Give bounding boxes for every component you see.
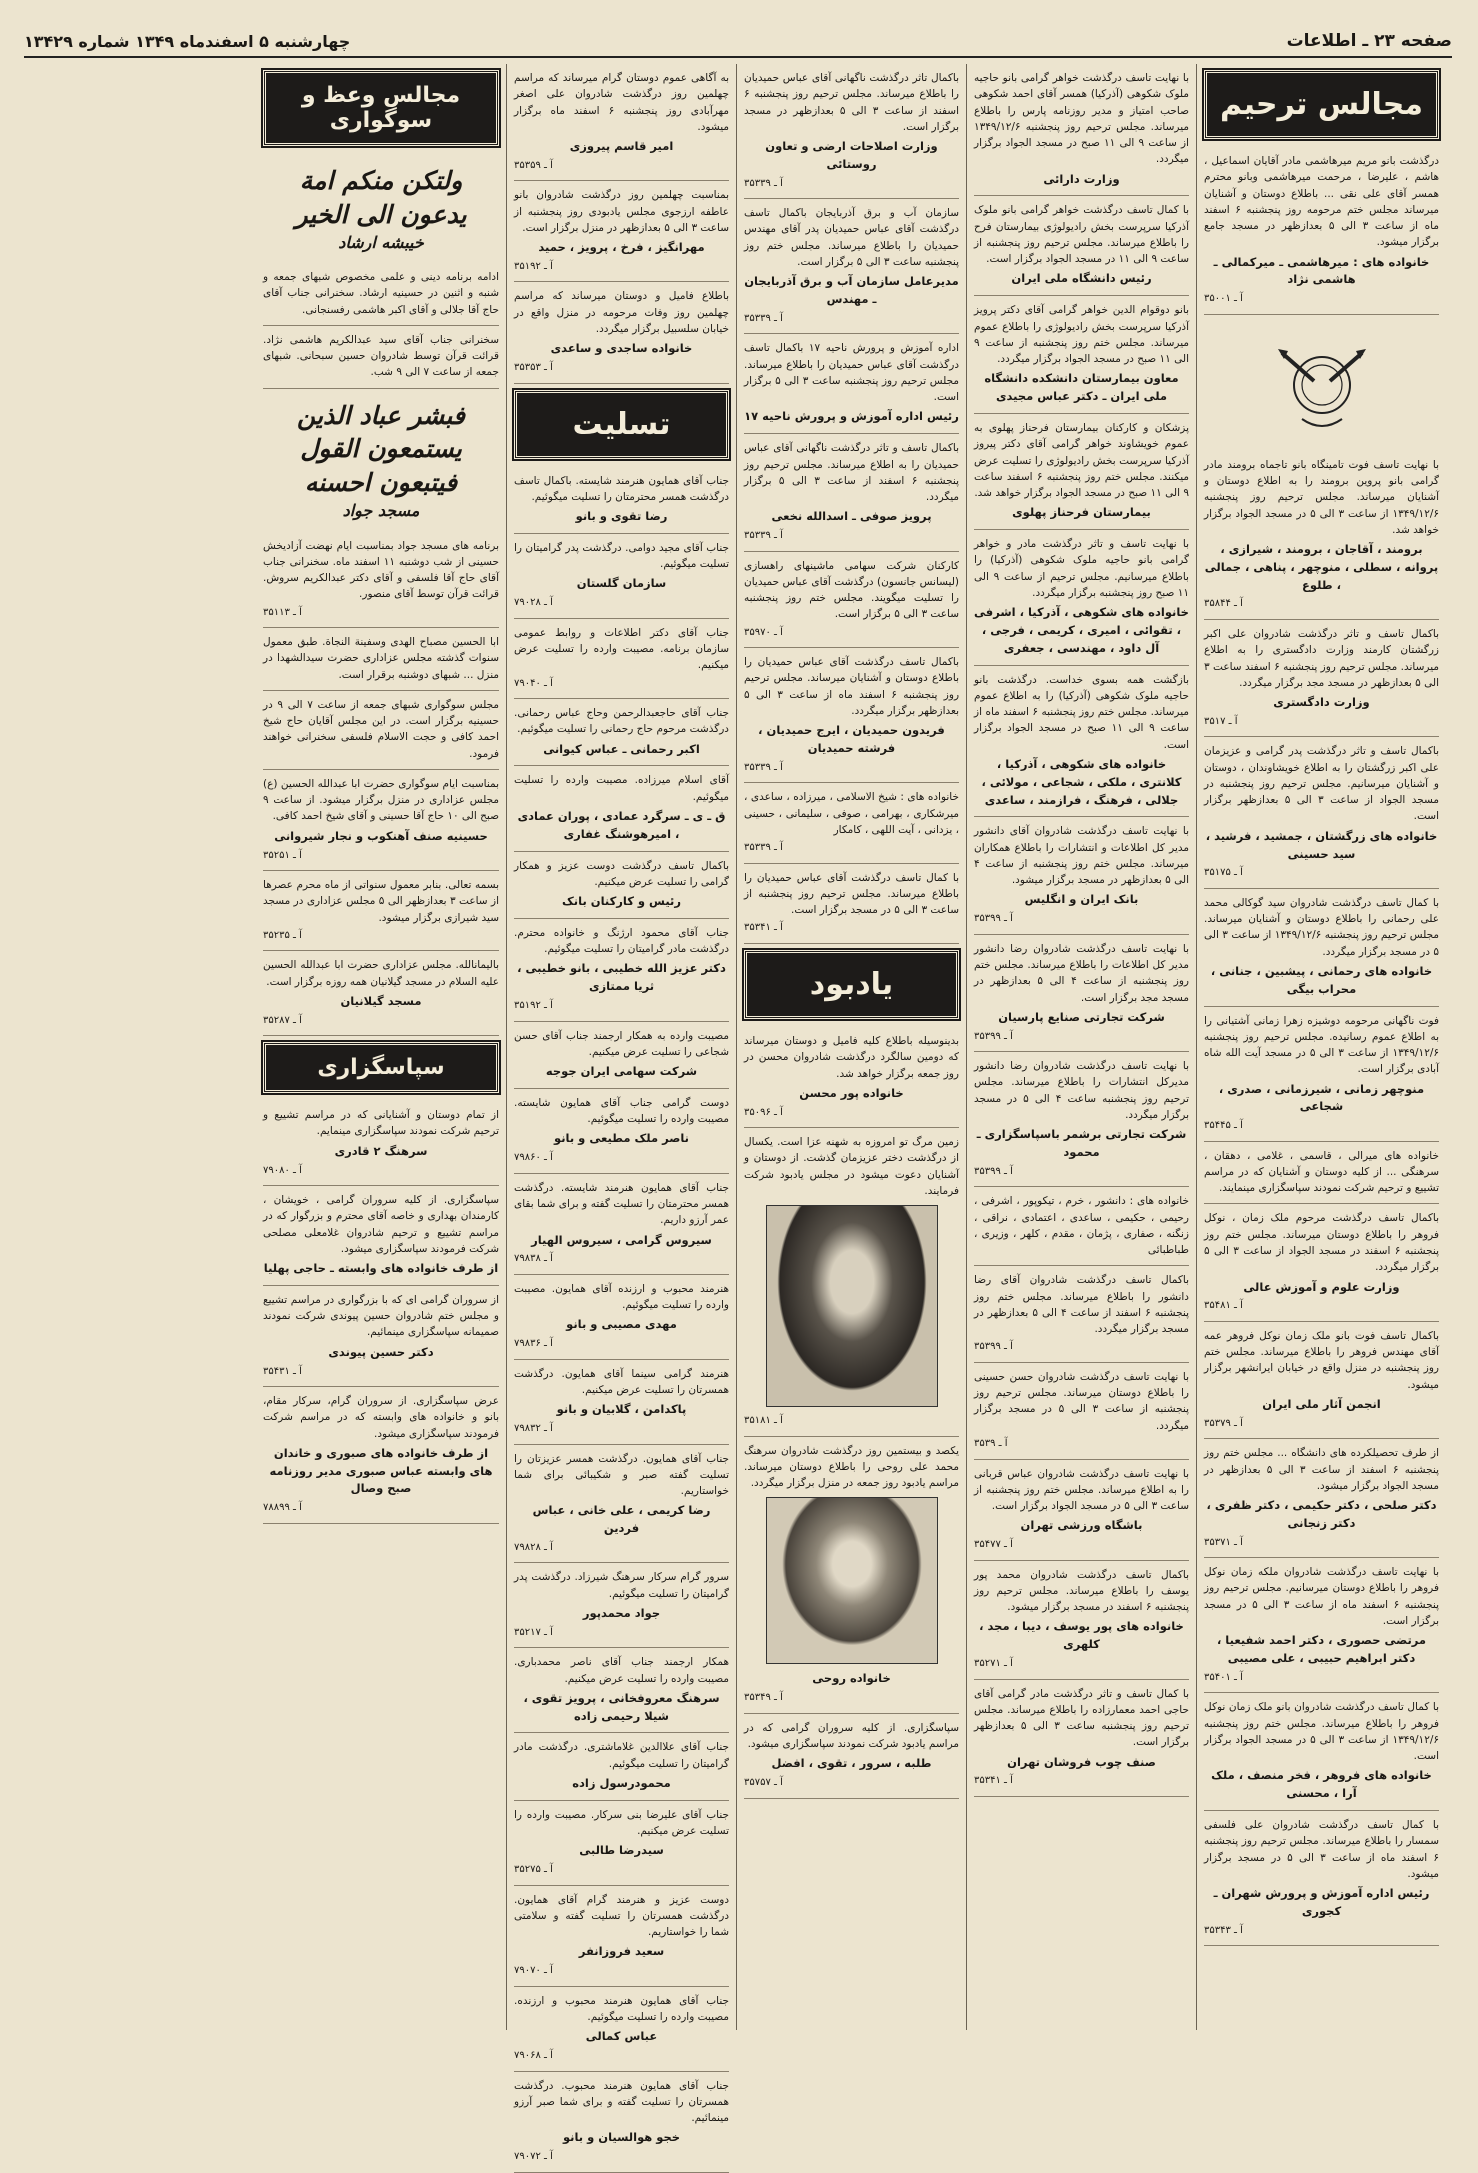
notice bbox=[514, 1275, 729, 1360]
masthead bbox=[24, 26, 1452, 58]
notice bbox=[1204, 1142, 1439, 1205]
notice-text: دوست عزیز و هنرمند گرام آقای همایون. درگذشت همسرتان را تسلیت گفته و سلامتی شما را خواستاریم. bbox=[514, 1893, 729, 1939]
notice-code: آ ـ ۳۵۴۰۱ bbox=[1204, 1671, 1243, 1683]
notice-code: آ ـ ۷۹۸۶۰ bbox=[514, 1152, 553, 1164]
notice-text: مصیبت وارده به همکار ارجمند جناب آقای حسن شجاعی را تسلیت عرض میکنیم. bbox=[514, 1029, 729, 1058]
notice-text: باکمال تاسف فوت بانو ملک زمان نوکل فروهر عمه آقای مهندس فروهر را باطلاع میرساند. مجلس ختم روز پنجشنبه در منزل واقع در خیابان ایرانشهر برگزار میشود. bbox=[1204, 1329, 1439, 1391]
notice-code: آ ـ ۳۵۳۳۹ bbox=[744, 842, 783, 854]
notice bbox=[744, 199, 959, 334]
notice-text: بمناسبت ایام سوگواری حضرت ابا عبدالله الحسین (ع) مجلس عزاداری در منزل برگزار میشود. از ساعت ۹ صبح الی ۱۰ حاج آقا حسینی و آقای شیخ احمد کافی. bbox=[263, 777, 499, 823]
notice-text: از تمام دوستان و آشنایانی که در مراسم تشییع و ترحیم شرکت نمودند سپاسگزاری مینمایم. bbox=[263, 1109, 499, 1138]
notice-code: آ ـ ۷۹۰۸۰ bbox=[263, 1164, 302, 1176]
notice bbox=[514, 1563, 729, 1648]
notice-code: آ ـ ۷۸۸۹۹ bbox=[263, 1502, 302, 1514]
memorials-banner: مجالس ترحیم bbox=[1204, 70, 1439, 139]
notice-code: آ ـ ۷۹۸۲۸ bbox=[514, 1541, 553, 1553]
notice bbox=[514, 1801, 729, 1886]
notice bbox=[974, 64, 1189, 196]
notice-text: باطلاع فامیل و دوستان میرساند که مراسم چهلمین روز وفات مرحومه در منزل واقع در خیابان سلسبیل برگزار میگردد. bbox=[514, 290, 729, 336]
notice-text: هنرمند گرامی سینما آقای همایون. درگذشت همسرتان را تسلیت عرض میکنیم. bbox=[514, 1367, 729, 1396]
notice-code: آ ـ ۳۵۱۱۳ bbox=[263, 606, 302, 618]
notice-code: آ ـ ۳۵۳۴۳ bbox=[1204, 1924, 1243, 1936]
notice-text: از طرف تحصیلکرده های دانشگاه ... مجلس ختم روز پنجشنبه ۶ اسفند از ساعت ۳ الی ۵ بعدازظهر در مسجد الجواد برگزار میشود. bbox=[1204, 1447, 1439, 1492]
notice-text: با کمال تاسف درگذشت شادروان علی فلسفی سمسار را باطلاع میرساند. مجلس ترحیم روز پنجشنبه ۶ اسفند ماه از ساعت ۳ الی ۵ در مسجد برگزار میشود. bbox=[1204, 1819, 1440, 1880]
notice-text: با کمال تاسف درگذشت خواهر گرامی بانو ملوک آذرکیا سرپرست بخش رادیولوژی بیمارستان فرح را باطلاع میرساند. مجلس ترحیم روز پنجشنبه از ساعت ۹ الی ۱۱ در مسجد الجواد برگزار است. bbox=[974, 204, 1189, 266]
notice-signature: باشگاه ورزشی تهران bbox=[1020, 1518, 1143, 1533]
notice-signature: پرویز صوفی ـ اسدالله نخعی bbox=[771, 509, 932, 524]
notice-text: خانواده های : دانشور ، خرم ، تیکوپور ، اشرفی ، رحیمی ، حکیمی ، ساعدی ، اعتمادی ، نراقی ، زنگنه ، صفاری ، پژمان ، مقدم ، کلهر ، وزیری ، طباطبائی bbox=[974, 1195, 1189, 1257]
notice bbox=[974, 414, 1189, 530]
notice-signature: سرهنگ ۲ قادری bbox=[334, 1143, 428, 1158]
notice-text: جناب آقای همایون هنرمند محبوب و ارزنده. مصیبت وارده را تسلیت میگوئیم. bbox=[514, 1994, 729, 2024]
notice-text: از سروران گرامی ای که با بزرگواری در مراسم تشییع و مجلس ختم شادروان حسین پیوندی شرکت نمودند صمیمانه سپاسگزاری مینمائیم. bbox=[263, 1293, 499, 1339]
notice-signature: سعید فروزانفر bbox=[578, 1944, 665, 1959]
notice bbox=[514, 919, 729, 1022]
notice-code: آ ـ ۷۹۰۷۲ bbox=[514, 2151, 553, 2163]
notice-text: با نهایت تاسف فوت تامینگاه بانو تاجماه برومند مادر گرامی بانو پروین برومند را به اطلاع دوستان و آشنایان میرساند. مجلس ترحیم روز پنجشنبه ۱۳۴۹/۱۲/۶ از ساعت ۳ الی ۵ در مسجد الجواد برگزار خواهد شد. bbox=[1204, 458, 1440, 536]
notice-code: آ ـ ۳۵۳۷۱ bbox=[1204, 1536, 1243, 1548]
notice bbox=[514, 64, 729, 181]
emblem-icon bbox=[1262, 323, 1382, 443]
notice-text: باکمال تاسف درگذشت مرحوم ملک زمان ، نوکل فروهر را باطلاع دوستان میرساند. مجلس ختم روز پنجشنبه ۶ اسفند در مسجد الجواد از ساعت ۳ الی ۵ برگزار میگردد. bbox=[1204, 1212, 1439, 1274]
notice bbox=[263, 532, 499, 629]
notice bbox=[514, 1733, 729, 1800]
notice-code: آ ـ ۳۵۳۷۹ bbox=[1204, 1417, 1243, 1429]
notice-signature: منوچهر زمانی ، شیرزمانی ، صدری ، شجاعی bbox=[1218, 1081, 1425, 1114]
notice-text: جناب آقای همایون هنرمند شایسته. درگذشت همسر محترمتان را تسلیت گفته و برای شما بقای عمر آرزو داریم. bbox=[514, 1181, 729, 1227]
notice-text: عرض سپاسگزاری. از سروران گرام، سرکار مقام، بانو و خانواده های وابسته که در مراسم شرکت فرمودند سپاسگزاری میشود. bbox=[263, 1395, 499, 1440]
notice-code: آ ـ ۳۵۴۳۱ bbox=[263, 1365, 302, 1377]
notice-signature: شرکت سهامی ایران جوجه bbox=[545, 1064, 698, 1079]
notice bbox=[1204, 1439, 1439, 1558]
notice-text: باکمال تاسف و تاثر درگذشت پدر گرامی و عزیزمان علی اکبر زرگشتان را به اطلاع خویشاوندان ، دوستان و آشنایان میرسانیم. مجلس ترحیم روز پنجشنبه در مسجد الجواد از ساعت ۳ الی ۵ بعدازظهر برگزار است. bbox=[1204, 745, 1439, 823]
notice-text: درگذشت بانو مریم میرهاشمی مادر آقایان اسماعیل ، هاشم ، علیرضا ، مرحمت میرهاشمی وبانو محترم همسر آقای علی نقی ... باطلاع دوستان و آشنایان میرساند مجلس ختم مرحومه روز پنجشنبه ۶ اسفند ماه از ساعت ۳ الی ۵ بعدازظهر در مسجد جامع برگزار میشود. bbox=[1204, 155, 1439, 249]
notice-text: زمین مرگ تو امروزه به شهنه عزا است. یکسال از درگذشت دختر عزیزمان گذشت. از دوستان و آشنایان دعوت میشود در مجلس یادبود شرکت فرمایند. bbox=[744, 1136, 959, 1197]
notice-signature: مرتضی حصوری ، دکتر احمد شفیعیا ، دکتر ابراهیم حبیبی ، علی مصیبی bbox=[1216, 1633, 1427, 1666]
notice-text: بالیمانالله. مجلس عزاداری حضرت ابا عبدالله الحسین علیه السلام در مسجد گیلانیان همه روزه برگزار است. bbox=[263, 959, 499, 988]
notice-text: خانواده های : شیخ الاسلامی ، میرزاده ، ساعدی ، میرشکاری ، بهرامی ، صوفی ، سلیمانی ، حسینی ، یزدانی ، آیت اللهی ، کامکار bbox=[744, 791, 959, 836]
notice bbox=[974, 196, 1189, 296]
notice-text: با کمال تاسف درگذشت شادروان بانو ملک زمان نوکل فروهر را باطلاع میرساند. مجلس ختم روز پنجشنبه ۱۳۴۹/۱۲/۶ از ساعت ۳ الی ۵ در مسجد الجواد برگزار است. bbox=[1204, 1701, 1440, 1763]
notice-signature: از طرف خانواده های صبوری و خاندان های وابسته عباس صبوری مدیر روزنامه صبح وصال bbox=[269, 1445, 493, 1496]
notice bbox=[744, 434, 959, 551]
notice-signature: دکتر حسین پیوندی bbox=[328, 1344, 434, 1359]
notice-text: بدینوسیله باطلاع کلیه فامیل و دوستان میرساند که دومین سالگرد درگذشت شادروان محسن در روز جمعه برگزار خواهد شد. bbox=[744, 1034, 959, 1080]
notice-signature: سیدرضا طالبی bbox=[579, 1843, 664, 1858]
notice-code: آ ـ ۳۵۷۵۷ bbox=[744, 1777, 783, 1789]
notice-signature: فریدون حمیدیان ، ایرج حمیدیان ، فرشته حمیدیان bbox=[758, 723, 945, 756]
notice-code: آ ـ ۳۵۲۸۷ bbox=[263, 1014, 302, 1026]
notice bbox=[1204, 1811, 1439, 1946]
notice bbox=[514, 1886, 729, 1987]
notice-code: آ ـ ۳۵۳۹ bbox=[974, 1438, 1008, 1449]
notice-code: آ ـ ۳۵۲۷۵ bbox=[514, 1864, 553, 1876]
notice bbox=[514, 282, 729, 383]
notice-text: ادامه برنامه دینی و علمی مخصوص شبهای جمعه و شنبه و اثنین در حسینیه ارشاد. سخنرانی جناب آقای حاج آقا جلالی و آقای اکبر هاشمی رفسنجانی. bbox=[263, 271, 499, 316]
column-condolences bbox=[506, 64, 736, 2163]
notice-code: آ ـ ۳۵۴۷۷ bbox=[974, 1539, 1013, 1551]
notice bbox=[514, 1360, 729, 1445]
notice bbox=[263, 628, 499, 691]
notice-signature: از طرف خانواده های وابسته ـ حاجی پهلیا bbox=[263, 1261, 499, 1276]
notice bbox=[744, 783, 959, 863]
notice-text: باکمال تاسف و تاثر درگذشت شادروان علی اکبر زرگشتان کارمند وزارت دادگستری را به اطلاع میرساند. مجلس ترحیم روز پنجشنبه ۶ اسفند ساعت ۳ الی ۵ بعدازظهر در مسجد مجد برگزار میگردد. bbox=[1204, 627, 1439, 689]
notice bbox=[1204, 451, 1439, 620]
notice-signature: خانواده روحی bbox=[812, 1671, 891, 1686]
notice-text: همکار ارجمند جناب آقای ناصر محمدباری. مصیبت وارده را تسلیت عرض میکنیم. bbox=[514, 1656, 729, 1685]
notice-signature: مدیرعامل سازمان آب و برق آذربایجان ـ مهندس bbox=[744, 274, 959, 307]
notice-text: با نهایت تاسف درگذشت شادروان عباس قربانی را به اطلاع میرساند. مجلس ختم روز پنجشنبه از ساعت ۳ الی ۵ در مسجد الجواد برگزار است. bbox=[974, 1467, 1189, 1513]
notice-signature: بیمارستان فرحناز پهلوی bbox=[1012, 505, 1151, 520]
notice-text: خانواده های میرالی ، قاسمی ، غلامی ، دهقان ، سرهنگی ... از کلیه دوستان و آشنایان که در مراسم تشییع و ترحیم شرکت نمودند سپاسگزاری مینمایند. bbox=[1204, 1149, 1439, 1195]
notice-text: باکمال تاسف و تاثر درگذشت ناگهانی آقای عباس حمیدیان را به اطلاع میرساند. مجلس ترحیم روز پنجشنبه ۶ اسفند از ساعت ۳ الی ۵ برگزار میگردد. bbox=[744, 442, 960, 504]
notice bbox=[1204, 889, 1439, 1007]
condolences-banner: تسلیت bbox=[514, 390, 729, 459]
notice-text: هنرمند محبوب و ارزنده آقای همایون. مصیبت وارده را تسلیت میگوئیم. bbox=[514, 1282, 729, 1312]
notice-code: آ ـ ۳۵۲۷۱ bbox=[974, 1658, 1013, 1670]
notice-signature: خانواده های شکوهی ، آذرکیا ، اشرفی ، تقوائی ، امیری ، کریمی ، فرجی ، آل داود ، مهندسی ، جعفری bbox=[974, 605, 1189, 655]
notice-text: جناب آقای مجید دوامی. درگذشت پدر گرامیتان را تسلیت میگوئیم. bbox=[514, 541, 729, 571]
notice-text: با نهایت تاسف درگذشت شادروان رضا دانشور مدیر کل اطلاعات را باطلاع میرساند. مجلس ختم روز پنجشنبه از ساعت ۴ الی ۵ بعدازظهر در مسجد مجد برگزار است. bbox=[974, 942, 1189, 1004]
notice-text: یکصد و بیستمین روز درگذشت شادروان سرهنگ محمد علی روحی را باطلاع دوستان میرساند. مراسم یادبود روز جمعه در منزل برگزار میگردد. bbox=[744, 1444, 959, 1490]
notice bbox=[263, 871, 499, 951]
notice-signature: پاکدامن ، گلابیان و بانو bbox=[556, 1402, 687, 1417]
sermons-banner: مجالس وعظ و سوگواری bbox=[263, 70, 499, 146]
notice bbox=[263, 263, 499, 326]
notice-text: جناب آقای همایون. درگذشت همسر عزیزتان را تسلیت گفته صبر و شکیبائی برای شما خواستاریم. bbox=[514, 1452, 729, 1498]
columns bbox=[32, 64, 1446, 2163]
notice-text: با نهایت تاسف درگذشت شادروان آقای دانشور مدیر کل اطلاعات و انتشارات را باطلاع همکاران میرساند. مجلس ختم روز پنجشنبه از ساعت ۴ الی ۵ بعدازظهر در مسجد برگزار میشود. bbox=[974, 825, 1189, 887]
notice-signature: رضا تقوی و بانو bbox=[575, 509, 668, 524]
notice-signature: صنف چوب فروشان تهران bbox=[1007, 1754, 1156, 1769]
notice bbox=[1204, 737, 1439, 888]
notice-text: جناب آقای دکتر اطلاعات و روابط عمومی سازمان برنامه. مصیبت وارده را تسلیت عرض میکنیم. bbox=[514, 626, 729, 672]
notice-code: آ ـ ۳۵۱۸۱ bbox=[744, 1415, 783, 1427]
notice-signature: وزارت دارائی bbox=[1043, 171, 1120, 186]
notice-text: سرور گرام سرکار سرهنگ شیرزاد. درگذشت پدر گرامیتان را تسلیت میگوئیم. bbox=[514, 1571, 729, 1600]
notice-signature: سیروس گرامی ، سیروس الهیار bbox=[531, 1232, 712, 1247]
notice-signature: خانواده پور محسن bbox=[799, 1085, 904, 1100]
notice-code: آ ـ ۳۵۲۵۱ bbox=[263, 849, 302, 861]
notice bbox=[744, 1437, 959, 1714]
notice-code: آ ـ ۷۹۸۳۲ bbox=[514, 1423, 553, 1435]
notice bbox=[263, 770, 499, 871]
calligraphy-verse bbox=[263, 389, 499, 532]
notice bbox=[744, 1128, 959, 1437]
notice bbox=[974, 1266, 1189, 1363]
notice bbox=[974, 1561, 1189, 1680]
notice-text: باکمال تاسف درگذشت شادروان آقای رضا دانشور را باطلاع میرساند. مجلس ختم روز پنجشنبه ۶ اسفند از ساعت ۴ الی ۵ بعدازظهر در مسجد برگزار میگردد. bbox=[974, 1274, 1190, 1336]
notice-text: اداره آموزش و پرورش ناحیه ۱۷ باکمال تاسف درگذشت آقای عباس حمیدیان را باطلاع میرساند. مجلس ترحیم روز پنجشنبه ساعت ۳ الی ۵ برگزار است. bbox=[744, 342, 960, 404]
notice-text: با نهایت تاسف درگذشت شادروان ملکه زمان نوکل فروهر را باطلاع دوستان میرسانیم. مجلس ترحیم روز پنجشنبه ۶ اسفند ماه از ساعت ۳ الی ۵ در مسجد برگزار است. bbox=[1204, 1566, 1440, 1627]
notice-signature: وزارت اصلاحات ارضی و تعاون روستائی bbox=[765, 139, 938, 171]
notice-code: آ ـ ۳۵۴۴۵ bbox=[1204, 1120, 1243, 1132]
notice-text: جناب آقای محمود ارژنگ و خانواده محترم. درگذشت مادر گرامیتان را تسلیت میگوئیم. bbox=[514, 926, 729, 956]
notice-signature: رئیس اداره آموزش و پرورش شهران ـ کجوری bbox=[1213, 1886, 1430, 1918]
notice-signature: معاون بیمارستان دانشکده دانشگاه ملی ایران ـ دکتر عباس مجیدی bbox=[984, 371, 1179, 404]
notice-signature: دکتر عزیز الله خطیبی ، بانو خطیبی ، ثریا ممتازی bbox=[517, 961, 726, 994]
notice-text: بانو دوقوام الدین خواهر گرامی آقای دکتر پرویز آذرکیا سرپرست بخش رادیولوژی را باطلاع عموم میرساند. مجلس ختم روز پنجشنبه از ساعت ۹ الی ۱۱ صبح در مسجد الجواد برگزار میگردد. bbox=[974, 304, 1189, 366]
masthead-issue-date: چهارشنبه ۵ اسفندماه ۱۳۴۹ شماره ۱۳۴۲۹ bbox=[24, 31, 351, 51]
notice bbox=[1204, 1204, 1439, 1321]
notice-code: آ ـ ۳۵۳۳۹ bbox=[744, 312, 783, 324]
notice-signature: سرهنگ معروفخانی ، پرویز تقوی ، شیلا رحیمی زاده bbox=[523, 1690, 720, 1723]
notice-text: باکمال تاسف درگذشت شادروان محمد پور یوسف را باطلاع میرساند. مجلس ترحیم روز پنجشنبه ۶ اسفند در مسجد برگزار میشود. bbox=[974, 1568, 1189, 1614]
notice-signature: امیر قاسم پیروزی bbox=[569, 139, 674, 154]
notice bbox=[1204, 620, 1439, 737]
notice-signature: خجو هوالسیان و بانو bbox=[562, 2130, 681, 2145]
notice bbox=[1204, 147, 1439, 315]
notice-text: باکمال تاسف درگذشت دوست عزیز و همکار گرامی را تسلیت عرض میکنیم. bbox=[514, 859, 729, 888]
notice bbox=[514, 852, 729, 919]
notice bbox=[514, 467, 729, 534]
notice-signature: وزارت علوم و آموزش عالی bbox=[1243, 1279, 1400, 1294]
notice bbox=[263, 1286, 499, 1387]
notice-code: آ ـ ۳۵۰۹۶ bbox=[744, 1106, 783, 1118]
notice-text: جناب آقای همایون هنرمند شایسته. باکمال تاسف درگذشت همسر محترمتان را تسلیت میگوئیم. bbox=[514, 474, 729, 503]
notice-text: باکمال تاسف درگذشت آقای عباس حمیدیان را باطلاع دوستان و آشنایان میرساند. مجلس ترحیم روز پنجشنبه ۶ اسفند ماه از ساعت ۳ الی ۵ بعدازظهر برگزار میگردد. bbox=[744, 656, 960, 717]
notice-code: آ ـ ۳۵۳۹۹ bbox=[974, 1165, 1013, 1177]
notice-signature: اکبر رحمانی ـ عباس کیوانی bbox=[543, 741, 700, 756]
notice-code: آ ـ ۳۵۱۹۲ bbox=[514, 260, 553, 272]
notice-signature: بانک ایران و انگلیس bbox=[1024, 892, 1139, 907]
notice-code: آ ـ ۳۵۴۸۱ bbox=[1204, 1300, 1243, 1312]
notice-code: آ ـ ۷۹۰۶۸ bbox=[514, 2050, 553, 2062]
notice-code: آ ـ ۳۵۳۴۱ bbox=[974, 1775, 1013, 1787]
notice-text: با کمال تاسف و تاثر درگذشت مادر گرامی آقای حاجی احمد معمارزاده را باطلاع میرساند. مجلس ترحیم روز پنجشنبه ساعت ۳ الی ۵ بعدازظهر برگزار است. bbox=[974, 1687, 1190, 1749]
notice bbox=[263, 326, 499, 389]
notice-text: با نهایت تاسف درگذشت شادروان حسن حسینی را باطلاع دوستان میرساند. مجلس ترحیم روز پنجشنبه از ساعت ۳ الی ۵ در مسجد برگزار میگردد. bbox=[974, 1370, 1189, 1432]
notice-code: آ ـ ۳۵۹۷۰ bbox=[744, 626, 783, 638]
notice-text: دوست گرامی جناب آقای همایون شایسته. مصیبت وارده را تسلیت میگوئیم. bbox=[514, 1096, 729, 1126]
calligraphy-verse-text: ولتکن منکم امة یدعون الی الخیر bbox=[295, 166, 467, 229]
notice-text: فوت ناگهانی مرحومه دوشیزه زهرا زمانی آشتیانی را به اطلاع عموم رسانیده. مجلس ترحیم روز پنجشنبه ۱۳۴۹/۱۲/۶ از ساعت ۳ الی ۵ در مسجد آیت الله شاه آبادی برگزار است. bbox=[1204, 1014, 1440, 1076]
notice-signature: رئیس اداره آموزش و پرورش ناحیه ۱۷ bbox=[744, 409, 959, 424]
masthead-page-number: صفحه ۲۳ ـ اطلاعات bbox=[1286, 31, 1452, 51]
notice bbox=[974, 817, 1189, 934]
notice-text: سپاسگزاری. از کلیه سروران گرامی که در مراسم یادبود شرکت نمودند سپاسگزاری میشود. bbox=[744, 1721, 959, 1751]
notice-text: بمناسبت چهلمین روز درگذشت شادروان بانو عاطفه ارزجوی مجلس یادبودی روز پنجشنبه از ساعت ۳ الی ۵ بعدازظهر در منزل برگزار است. bbox=[514, 189, 729, 234]
portrait-photo-man bbox=[766, 1497, 938, 1664]
notice-text: برنامه های مسجد جواد بمناسبت ایام نهضت آزادیخش حسینی از شب دوشنبه ۱۱ اسفند ماه. سخنرانی جناب آقای حاج آقا فلسفی و آقای دکتر عبدالکریم سروش. قرائت قرآن توسط آقای منصور. bbox=[263, 539, 499, 601]
notice bbox=[514, 619, 729, 699]
notice-signature: ناصر ملک مطیعی و بانو bbox=[554, 1131, 689, 1146]
notice-signature: خانواده های زرگشتان ، جمشید ، فرشید ، سید حسینی bbox=[1205, 828, 1438, 861]
notice-text: با نهایت تاسف و تاثر درگذشت مادر و خواهر گرامی بانو حاجیه ملوک شکوهی (آذرکیا) را باطلاع میرسانیم. مجلس ترحیم از ساعت ۹ الی ۱۱ صبح روز پنجشنبه برگزار میگردد. bbox=[974, 538, 1189, 599]
notice-code: آ ـ ۳۵۳۴۹ bbox=[744, 1692, 783, 1704]
notice-code: آ ـ ۳۵۳۹۹ bbox=[974, 1030, 1013, 1042]
notice bbox=[263, 1387, 499, 1524]
column-sermons bbox=[256, 64, 506, 2030]
notice bbox=[974, 1460, 1189, 1561]
calligraphy-verse-sub: خیبشه ارشاد bbox=[338, 232, 424, 252]
notice-text: جناب آقای علاالدین غلاماشتری. درگذشت مادر گرامیتان را تسلیت میگوئیم. bbox=[514, 1741, 729, 1770]
notice bbox=[514, 699, 729, 766]
notice bbox=[744, 334, 959, 434]
notice-signature: خانواده های : میرهاشمی ـ میرکمالی ـ هاشمی نژاد bbox=[1213, 254, 1430, 287]
notice-signature: سازمان گلستان bbox=[576, 576, 667, 591]
notice bbox=[974, 666, 1189, 818]
notice-code: آ ـ ۳۵۳۳۹ bbox=[744, 761, 783, 773]
notice-code: آ ـ ۷۹۸۳۸ bbox=[514, 1253, 553, 1265]
notice bbox=[974, 530, 1189, 666]
notice-code: آ ـ ۳۵۸۴۴ bbox=[1204, 598, 1243, 610]
notice bbox=[263, 1186, 499, 1286]
notice-code: آ ـ ۳۵۲۱۷ bbox=[514, 1626, 553, 1638]
notice-code: آ ـ ۳۵۱۷۵ bbox=[1204, 867, 1243, 879]
notice-text: جناب آقای علیرضا بنی سرکار. مصیبت وارده را تسلیت عرض میکنیم. bbox=[514, 1808, 729, 1838]
notice-signature: وزارت دادگستری bbox=[1273, 695, 1370, 710]
notice-signature: مهدی مصیبی و بانو bbox=[566, 1317, 677, 1332]
notice-code: آ ـ ۳۵۳۳۹ bbox=[744, 530, 783, 542]
column-memorials bbox=[1196, 64, 1446, 2030]
notice-signature: عباس کمالی bbox=[585, 2029, 658, 2044]
notice-signature: محمودرسول زاده bbox=[572, 1776, 671, 1791]
notice bbox=[744, 552, 959, 649]
notice-text: سخنرانی جناب آقای سید عبدالکریم هاشمی نژاد. قرائت قرآن توسط شادروان حسین سبحانی. شبهای جمعه از ساعت ۷ الی ۹ شب. bbox=[263, 333, 499, 379]
notice bbox=[514, 181, 729, 282]
notice-code: آ ـ ۳۵۳۵۹ bbox=[514, 159, 553, 171]
notice-code: آ ـ ۳۵۲۳۵ bbox=[263, 929, 302, 941]
notice bbox=[514, 2072, 729, 2173]
notice-code: آ ـ ۳۵۰۰۱ bbox=[1204, 293, 1243, 305]
notice-text: مجلس سوگواری شبهای جمعه از ساعت ۷ الی ۹ در حسینیه برگزار است. در این مجلس آقایان حاج شیخ احمد کافی و حجت الاسلام فلسفی سخنرانی خواهند فرمود. bbox=[263, 698, 499, 760]
notice-text: ابا الحسین مصباح الهدی وسفینة النجاة. طبق معمول سنوات گذشته مجلس عزاداری حضرت سیدالشهدا در منزل ... شبهای دوشنبه برقرار است. bbox=[263, 636, 499, 681]
notice-text: پزشکان و کارکنان بیمارستان فرحناز پهلوی به عموم خویشاوند خواهر گرامی آقای دکتر پیروز آذرکیا سرپرست بخش رادیولوژی را تسلیت عرض میکنند. مجلس ختم روز پنجشنبه ۶ اسفند ساعت ۹ الی ۱۱ صبح در مسجد الجواد برگزار خواهد شد. bbox=[974, 421, 1189, 500]
notice-text: با نهایت تاسف درگذشت شادروان رضا دانشور مدیرکل انتشارات را باطلاع میرساند. مجلس ترحیم روز پنجشنبه ساعت ۴ الی ۵ در مسجد برگزار میگردد. bbox=[974, 1060, 1190, 1121]
notice bbox=[263, 1101, 499, 1186]
notice bbox=[514, 1089, 729, 1174]
emblem-image bbox=[1262, 323, 1382, 443]
notice-signature: ق ـ ی ـ سرگرد عمادی ، پوران عمادی ، امیرهوشنگ غفاری bbox=[517, 808, 726, 841]
notice bbox=[974, 1680, 1189, 1797]
notice bbox=[974, 935, 1189, 1052]
notice-text: بازگشت همه بسوی خداست. درگذشت بانو حاجیه ملوک شکوهی (آذرکیا) را به اطلاع عموم میرساند. مجلس ختم روز پنجشنبه ۶ اسفند ماه از ساعت ۹ الی ۱۱ صبح در مسجد الجواد برگزار است. bbox=[974, 673, 1189, 751]
notice-text: با کمال تاسف درگذشت آقای عباس حمیدیان را باطلاع میرساند. مجلس ترحیم روز پنجشنبه از ساعت ۳ الی ۵ در مسجد برگزار است. bbox=[744, 871, 959, 917]
notice bbox=[514, 1445, 729, 1564]
notice bbox=[1204, 1322, 1439, 1439]
notice-signature: دکتر صلحی ، دکتر حکیمی ، دکتر ظفری ، دکتر زنجانی bbox=[1206, 1498, 1437, 1530]
notice-text: سازمان آب و برق آذربایجان باکمال تاسف درگذشت آقای عباس حمیدیان پدر آقای مهندس حمیدیان را باطلاع میرساند. مجلس ختم روز پنجشنبه ساعت ۳ الی ۵ برگزار است. bbox=[744, 207, 959, 268]
notice-text: با کمال تاسف درگذشت شادروان سید گوکالی محمد علی رحمانی را باطلاع دوستان و آشنایان میرساند. مجلس ترحیم روز پنجشنبه ۱۳۴۹/۱۲/۶ از ساعت ۳ الی ۵ در مسجد برگزار میگردد. bbox=[1204, 896, 1439, 958]
notice bbox=[744, 864, 959, 944]
notice bbox=[974, 1187, 1189, 1266]
notice bbox=[744, 1027, 959, 1128]
notice-signature: انجمن آثار ملی ایران bbox=[1262, 1396, 1381, 1411]
notice-code: آ ـ ۳۵۳۹۹ bbox=[974, 913, 1013, 925]
notice bbox=[974, 1363, 1189, 1460]
notice-signature: برومند ، آقاجان ، برومند ، شیرازی ، پروانه ، سطلی ، منوچهر ، پناهی ، جمالی ، طلوع bbox=[1204, 542, 1439, 592]
notice bbox=[514, 1987, 729, 2072]
notice-signature: طلبه ، سرور ، تقوی ، افضل bbox=[771, 1756, 932, 1771]
notice bbox=[1204, 1558, 1439, 1693]
notice-text: کارکنان شرکت سهامی ماشینهای راهسازی (لیسانس جانسون) درگذشت آقای عباس حمیدیان را تسلیت میگویند. مجلس ختم روز پنجشنبه ساعت ۳ الی ۵ برگزار است. bbox=[744, 559, 959, 621]
notice-signature: مسجد گیلانیان bbox=[340, 993, 422, 1008]
notice-text: آقای اسلام میرزاده. مصیبت وارده را تسلیت میگوئیم. bbox=[514, 774, 729, 803]
notice-code: آ ـ ۳۵۳۵۳ bbox=[514, 362, 553, 374]
notice-code: آ ـ ۷۹۸۳۶ bbox=[514, 1338, 553, 1350]
column-notices-2 bbox=[966, 64, 1196, 2030]
notice-signature: شرکت تجارتی صنایع پارسیان bbox=[998, 1009, 1165, 1024]
notice-signature: خانواده های فروهر ، فخر منصف ، ملک آرا ، محسنی bbox=[1211, 1768, 1432, 1801]
notice bbox=[263, 691, 499, 770]
calligraphy-verse-text: فبشر عباد الذین یستمعون القول فیتبعون احسنه bbox=[297, 400, 465, 498]
notice bbox=[974, 1052, 1189, 1187]
calligraphy-verse bbox=[263, 154, 499, 263]
notice-code: آ ـ ۳۵۱۷ bbox=[1204, 715, 1238, 727]
notice-code: آ ـ ۷۹۰۴۰ bbox=[514, 677, 553, 689]
notice bbox=[514, 766, 729, 851]
notice bbox=[514, 1648, 729, 1733]
notice-text: جناب آقای همایون هنرمند محبوب. درگذشت همسرتان را تسلیت گفته و برای شما صبر آرزو مینمائیم. bbox=[514, 2079, 729, 2125]
notice-signature: مهرانگیز ، فرخ ، پرویز ، حمید bbox=[538, 240, 705, 255]
notice bbox=[744, 1714, 959, 1799]
notice-text: جناب آقای حاجعبدالرحمن وحاج عباس رحمانی. درگذشت مرحوم حاج رحمانی را تسلیت میگوئیم. bbox=[514, 707, 729, 736]
notice bbox=[974, 296, 1189, 414]
notice bbox=[514, 1022, 729, 1089]
notice-text: با نهایت تاسف درگذشت خواهر گرامی بانو حاجیه ملوک شکوهی (آذرکیا) همسر آقای احمد شکوهی صاحب امتیاز و مدیر روزنامه پارس را باطلاع میرساند. مجلس ترحیم روز پنجشنبه ۱۳۴۹/۱۲/۶ از ساعت ۹ الی ۱۱ صبح در مسجد الجواد برگزار میگردد. bbox=[974, 72, 1189, 166]
calligraphy-verse-sub: مسجد جواد bbox=[342, 500, 420, 520]
notice-signature: رئیس دانشگاه ملی ایران bbox=[1011, 271, 1152, 286]
column-notices-3 bbox=[736, 64, 966, 2030]
notice-code: آ ـ ۳۵۱۹۲ bbox=[514, 1000, 553, 1012]
notice-signature: جواد محمدپور bbox=[582, 1606, 661, 1621]
notice-signature: خانواده های پور یوسف ، دیبا ، مجد ، کلهری bbox=[979, 1619, 1184, 1652]
thanks-banner: سپاسگزاری bbox=[263, 1042, 499, 1093]
notice-code: آ ـ ۳۵۳۴۱ bbox=[744, 922, 783, 934]
notice-code: آ ـ ۳۵۳۳۹ bbox=[744, 177, 783, 189]
notice-signature: خانواده های شکوهی ، آذرکیا ، کلانتری ، ملکی ، شجاعی ، مولائی ، جلالی ، فرهنگ ، فرازمند ، ساعدی bbox=[981, 756, 1182, 807]
memorial-banner: یادبود bbox=[744, 950, 959, 1019]
notice-code: آ ـ ۷۹۰۲۸ bbox=[514, 597, 553, 609]
notice bbox=[514, 1174, 729, 1275]
notice-signature: خانواده ساجدی و ساعدی bbox=[550, 341, 693, 356]
notice bbox=[744, 648, 959, 783]
notice-code: آ ـ ۳۵۳۹۹ bbox=[974, 1341, 1013, 1353]
notice-signature: حسینیه صنف آهنکوب و نجار شیروانی bbox=[274, 828, 488, 843]
notice-signature: رئیس و کارکنان بانک bbox=[562, 894, 681, 909]
notice bbox=[744, 64, 959, 199]
notice-signature: خانواده های رحمانی ، پیشبین ، جنانی ، محراب بیگی bbox=[1210, 963, 1433, 996]
notice bbox=[514, 534, 729, 619]
notice-text: سپاسگزاری. از کلیه سروران گرامی ، خویشان ، کارمندان بهداری و خاصه آقای محترم و بزرگوار که در مراسم تشییع و ترحیم شادروان غلامعلی مصلحی شرکت فرمودند سپاسگزاری میشود. bbox=[263, 1194, 499, 1255]
notice bbox=[1204, 1007, 1439, 1142]
notice-text: به آگاهی عموم دوستان گرام میرساند که مراسم چهلمین روز درگذشت شادروان علی اصغر مهرآبادی روز پنجشنبه ۶ اسفند ماه برگزار میشود. bbox=[514, 72, 729, 133]
notice-text: باکمال تاثر درگذشت ناگهانی آقای عباس حمیدیان را باطلاع میرساند. مجلس ترحیم روز پنجشنبه ۶ اسفند از ساعت ۳ الی ۵ بعدازظهر در مسجد برگزار است. bbox=[744, 72, 959, 133]
notice bbox=[263, 951, 499, 1036]
notice-code: آ ـ ۷۹۰۷۰ bbox=[514, 1965, 553, 1977]
notice-text: بسمه تعالی. بنابر معمول سنواتی از ماه محرم عصرها از ساعت ۳ بعدازظهر الی ۵ مجلس عزاداری در مسجد سید شیرازی برگزار میشود. bbox=[263, 879, 499, 924]
notice-signature: رضا کریمی ، علی خانی ، عباس فردین bbox=[532, 1503, 711, 1536]
notice bbox=[1204, 1693, 1439, 1811]
notice-signature: شرکت تجارتی برشمر باسپاسگزاری ـ محمود bbox=[976, 1127, 1187, 1159]
portrait-photo-woman bbox=[766, 1205, 938, 1407]
